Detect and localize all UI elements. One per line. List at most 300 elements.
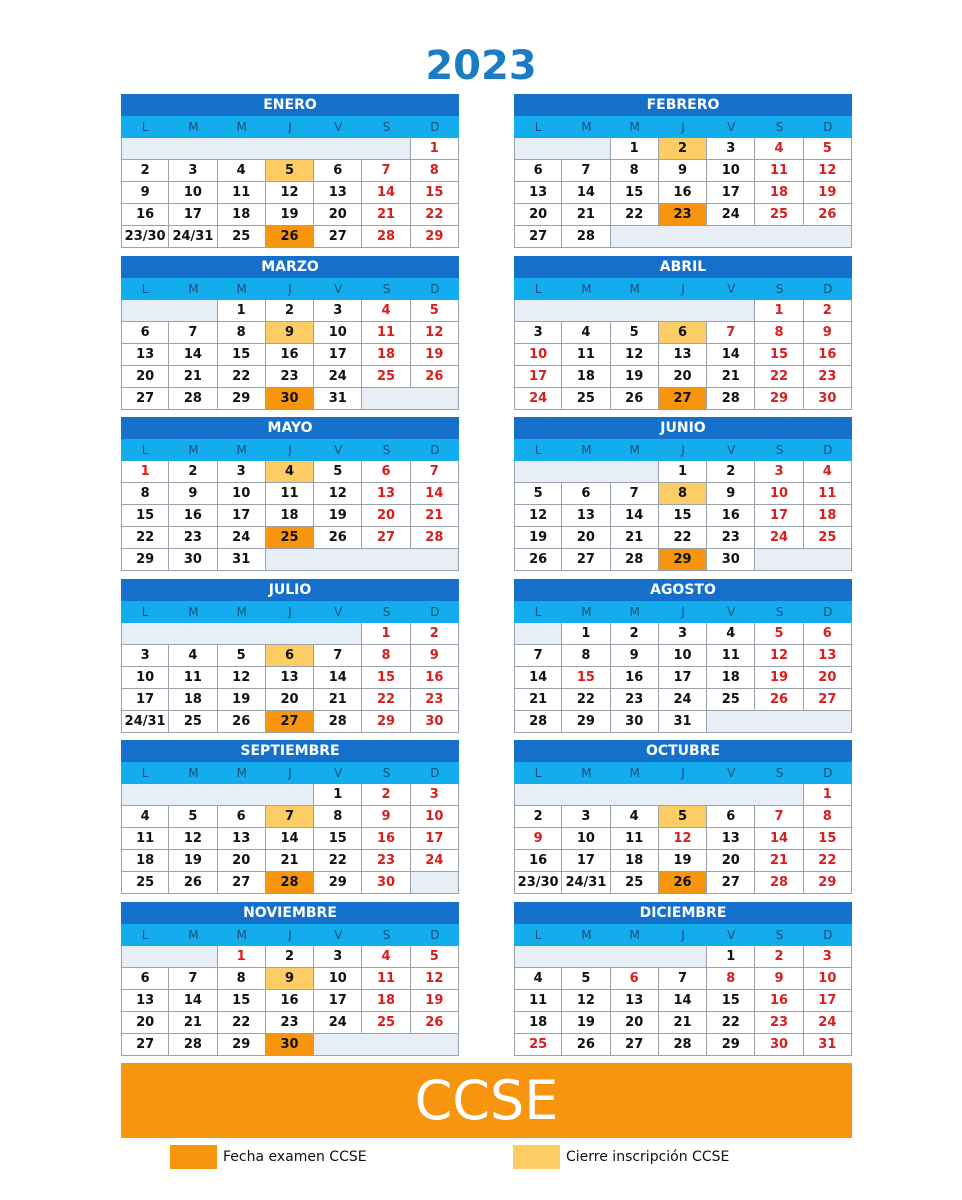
- month-title: MAYO: [121, 417, 459, 439]
- day-cell: 18: [514, 1012, 562, 1034]
- day-cell: 1: [804, 784, 852, 806]
- day-cell: 19: [562, 1012, 610, 1034]
- empty-day-cell: [611, 946, 659, 968]
- day-cell: 29: [218, 388, 266, 410]
- month-title: OCTUBRE: [514, 740, 852, 762]
- day-cell: 24: [314, 1012, 362, 1034]
- day-cell: 2: [266, 946, 314, 968]
- day-cell: 30: [411, 711, 459, 733]
- month-title: ENERO: [121, 94, 459, 116]
- day-cell: 26: [411, 1012, 459, 1034]
- day-cell: 28: [169, 1034, 217, 1056]
- day-cell: 3: [314, 946, 362, 968]
- day-cell: 7: [562, 160, 610, 182]
- weekday-header: D: [804, 116, 852, 138]
- weekday-header: M: [562, 278, 610, 300]
- day-cell: 16: [121, 204, 169, 226]
- day-cell: 4: [362, 300, 410, 322]
- day-cell: 24: [804, 1012, 852, 1034]
- exam-day-cell: 26: [659, 872, 707, 894]
- month-days-grid: [514, 439, 852, 571]
- day-cell: 27: [218, 872, 266, 894]
- day-cell: 16: [707, 505, 755, 527]
- day-cell: 30: [755, 1034, 803, 1056]
- day-cell: 7: [707, 322, 755, 344]
- month-mayo: [121, 417, 459, 571]
- day-cell: 15: [121, 505, 169, 527]
- weekday-header: D: [411, 116, 459, 138]
- weekday-header: M: [169, 439, 217, 461]
- day-cell: 30: [169, 549, 217, 571]
- day-cell: 3: [562, 806, 610, 828]
- day-cell: 11: [804, 483, 852, 505]
- day-cell: 6: [121, 322, 169, 344]
- empty-day-cell: [218, 138, 266, 160]
- empty-day-cell: [804, 226, 852, 248]
- day-cell: 16: [804, 344, 852, 366]
- day-cell: 23/30: [121, 226, 169, 248]
- weekday-header: J: [659, 924, 707, 946]
- close-day-cell: 9: [266, 322, 314, 344]
- weekday-header: M: [562, 601, 610, 623]
- day-cell: 15: [218, 344, 266, 366]
- day-cell: 9: [611, 645, 659, 667]
- weekday-header: L: [514, 762, 562, 784]
- day-cell: 12: [411, 322, 459, 344]
- day-cell: 13: [121, 344, 169, 366]
- weekday-header: S: [362, 439, 410, 461]
- exam-day-cell: 23: [659, 204, 707, 226]
- weekday-header: V: [707, 278, 755, 300]
- weekday-header: V: [707, 601, 755, 623]
- empty-day-cell: [659, 784, 707, 806]
- empty-day-cell: [755, 784, 803, 806]
- empty-day-cell: [514, 623, 562, 645]
- day-cell: 3: [707, 138, 755, 160]
- day-cell: 13: [514, 182, 562, 204]
- empty-day-cell: [169, 138, 217, 160]
- weekday-header: S: [362, 924, 410, 946]
- empty-day-cell: [169, 784, 217, 806]
- day-cell: 13: [314, 182, 362, 204]
- day-cell: 26: [218, 711, 266, 733]
- day-cell: 16: [755, 990, 803, 1012]
- day-cell: 23: [266, 1012, 314, 1034]
- day-cell: 24/31: [562, 872, 610, 894]
- day-cell: 2: [514, 806, 562, 828]
- weekday-header: V: [314, 278, 362, 300]
- day-cell: 20: [611, 1012, 659, 1034]
- weekday-header: J: [659, 601, 707, 623]
- day-cell: 2: [411, 623, 459, 645]
- month-days-grid: [514, 278, 852, 410]
- day-cell: 6: [707, 806, 755, 828]
- day-cell: 5: [611, 322, 659, 344]
- day-cell: 15: [611, 182, 659, 204]
- day-cell: 25: [562, 388, 610, 410]
- weekday-header: S: [755, 924, 803, 946]
- day-cell: 18: [755, 182, 803, 204]
- day-cell: 20: [707, 850, 755, 872]
- day-cell: 22: [611, 204, 659, 226]
- empty-day-cell: [514, 784, 562, 806]
- day-cell: 28: [755, 872, 803, 894]
- day-cell: 20: [218, 850, 266, 872]
- close-day-cell: 7: [266, 806, 314, 828]
- month-days-grid: [121, 762, 459, 894]
- month-abril: [514, 256, 852, 410]
- day-cell: 16: [169, 505, 217, 527]
- empty-day-cell: [411, 549, 459, 571]
- day-cell: 15: [362, 667, 410, 689]
- empty-day-cell: [362, 1034, 410, 1056]
- day-cell: 10: [755, 483, 803, 505]
- day-cell: 21: [411, 505, 459, 527]
- day-cell: 1: [611, 138, 659, 160]
- day-cell: 3: [169, 160, 217, 182]
- month-title: JUNIO: [514, 417, 852, 439]
- day-cell: 2: [362, 784, 410, 806]
- day-cell: 17: [514, 366, 562, 388]
- empty-day-cell: [121, 784, 169, 806]
- day-cell: 15: [314, 828, 362, 850]
- empty-day-cell: [659, 946, 707, 968]
- day-cell: 14: [169, 344, 217, 366]
- empty-day-cell: [411, 872, 459, 894]
- day-cell: 15: [659, 505, 707, 527]
- weekday-header: L: [514, 924, 562, 946]
- day-cell: 1: [562, 623, 610, 645]
- empty-day-cell: [562, 138, 610, 160]
- day-cell: 28: [659, 1034, 707, 1056]
- day-cell: 11: [266, 483, 314, 505]
- day-cell: 21: [611, 527, 659, 549]
- day-cell: 13: [562, 505, 610, 527]
- close-day-cell: 5: [266, 160, 314, 182]
- day-cell: 8: [611, 160, 659, 182]
- weekday-header: L: [121, 601, 169, 623]
- day-cell: 9: [411, 645, 459, 667]
- day-cell: 31: [804, 1034, 852, 1056]
- day-cell: 23: [755, 1012, 803, 1034]
- day-cell: 22: [411, 204, 459, 226]
- weekday-header: L: [514, 278, 562, 300]
- empty-day-cell: [218, 784, 266, 806]
- day-cell: 4: [707, 623, 755, 645]
- day-cell: 3: [514, 322, 562, 344]
- day-cell: 20: [314, 204, 362, 226]
- day-cell: 22: [659, 527, 707, 549]
- day-cell: 21: [659, 1012, 707, 1034]
- day-cell: 9: [121, 182, 169, 204]
- day-cell: 4: [562, 322, 610, 344]
- weekday-header: V: [314, 924, 362, 946]
- day-cell: 1: [121, 461, 169, 483]
- day-cell: 17: [314, 344, 362, 366]
- day-cell: 4: [362, 946, 410, 968]
- empty-day-cell: [266, 623, 314, 645]
- day-cell: 16: [659, 182, 707, 204]
- day-cell: 30: [611, 711, 659, 733]
- day-cell: 25: [707, 689, 755, 711]
- day-cell: 18: [362, 344, 410, 366]
- day-cell: 12: [562, 990, 610, 1012]
- day-cell: 12: [514, 505, 562, 527]
- day-cell: 27: [121, 1034, 169, 1056]
- month-days-grid: [514, 601, 852, 733]
- close-color-swatch: [513, 1145, 560, 1169]
- weekday-header: M: [218, 924, 266, 946]
- day-cell: 19: [218, 689, 266, 711]
- day-cell: 19: [411, 990, 459, 1012]
- day-cell: 1: [218, 300, 266, 322]
- empty-day-cell: [514, 461, 562, 483]
- day-cell: 28: [707, 388, 755, 410]
- day-cell: 10: [218, 483, 266, 505]
- day-cell: 2: [707, 461, 755, 483]
- day-cell: 5: [755, 623, 803, 645]
- day-cell: 5: [804, 138, 852, 160]
- day-cell: 29: [755, 388, 803, 410]
- day-cell: 12: [218, 667, 266, 689]
- legend-exam-label: Fecha examen CCSE: [223, 1149, 367, 1165]
- weekday-header: V: [707, 762, 755, 784]
- empty-day-cell: [314, 623, 362, 645]
- day-cell: 3: [411, 784, 459, 806]
- day-cell: 25: [218, 226, 266, 248]
- day-cell: 27: [562, 549, 610, 571]
- empty-day-cell: [611, 461, 659, 483]
- day-cell: 6: [218, 806, 266, 828]
- day-cell: 24: [314, 366, 362, 388]
- day-cell: 17: [707, 182, 755, 204]
- day-cell: 11: [755, 160, 803, 182]
- day-cell: 8: [411, 160, 459, 182]
- day-cell: 9: [707, 483, 755, 505]
- weekday-header: V: [314, 762, 362, 784]
- day-cell: 14: [169, 990, 217, 1012]
- day-cell: 22: [121, 527, 169, 549]
- empty-day-cell: [514, 300, 562, 322]
- exam-day-cell: 25: [266, 527, 314, 549]
- day-cell: 30: [707, 549, 755, 571]
- day-cell: 11: [121, 828, 169, 850]
- empty-day-cell: [562, 300, 610, 322]
- weekday-header: L: [514, 116, 562, 138]
- day-cell: 26: [611, 388, 659, 410]
- day-cell: 25: [169, 711, 217, 733]
- weekday-header: D: [411, 601, 459, 623]
- empty-day-cell: [266, 784, 314, 806]
- day-cell: 20: [659, 366, 707, 388]
- day-cell: 15: [411, 182, 459, 204]
- weekday-header: J: [266, 762, 314, 784]
- day-cell: 18: [218, 204, 266, 226]
- month-junio: [514, 417, 852, 571]
- empty-day-cell: [169, 623, 217, 645]
- weekday-header: M: [611, 762, 659, 784]
- day-cell: 19: [314, 505, 362, 527]
- weekday-header: M: [218, 601, 266, 623]
- day-cell: 7: [611, 483, 659, 505]
- empty-day-cell: [169, 946, 217, 968]
- day-cell: 15: [562, 667, 610, 689]
- day-cell: 2: [121, 160, 169, 182]
- weekday-header: M: [562, 439, 610, 461]
- weekday-header: S: [755, 439, 803, 461]
- day-cell: 11: [514, 990, 562, 1012]
- day-cell: 17: [755, 505, 803, 527]
- empty-day-cell: [314, 1034, 362, 1056]
- day-cell: 25: [611, 872, 659, 894]
- day-cell: 17: [121, 689, 169, 711]
- day-cell: 14: [659, 990, 707, 1012]
- day-cell: 27: [707, 872, 755, 894]
- weekday-header: M: [218, 116, 266, 138]
- day-cell: 22: [314, 850, 362, 872]
- month-julio: [121, 579, 459, 733]
- empty-day-cell: [362, 138, 410, 160]
- day-cell: 30: [804, 388, 852, 410]
- month-title: NOVIEMBRE: [121, 902, 459, 924]
- day-cell: 14: [514, 667, 562, 689]
- day-cell: 10: [314, 968, 362, 990]
- day-cell: 3: [314, 300, 362, 322]
- weekday-header: S: [362, 278, 410, 300]
- weekday-header: M: [611, 924, 659, 946]
- empty-day-cell: [755, 226, 803, 248]
- day-cell: 16: [611, 667, 659, 689]
- month-octubre: [514, 740, 852, 894]
- day-cell: 21: [514, 689, 562, 711]
- weekday-header: D: [411, 439, 459, 461]
- day-cell: 14: [362, 182, 410, 204]
- day-cell: 28: [514, 711, 562, 733]
- weekday-header: S: [362, 762, 410, 784]
- day-cell: 1: [411, 138, 459, 160]
- weekday-header: M: [611, 601, 659, 623]
- day-cell: 15: [707, 990, 755, 1012]
- weekday-header: L: [514, 439, 562, 461]
- weekday-header: M: [218, 762, 266, 784]
- weekday-header: L: [121, 116, 169, 138]
- month-diciembre: [514, 902, 852, 1056]
- close-day-cell: 5: [659, 806, 707, 828]
- close-day-cell: 9: [266, 968, 314, 990]
- day-cell: 19: [411, 344, 459, 366]
- day-cell: 21: [707, 366, 755, 388]
- exam-day-cell: 30: [266, 388, 314, 410]
- month-title: SEPTIEMBRE: [121, 740, 459, 762]
- day-cell: 3: [804, 946, 852, 968]
- day-cell: 3: [121, 645, 169, 667]
- day-cell: 9: [804, 322, 852, 344]
- weekday-header: M: [218, 278, 266, 300]
- weekday-header: D: [804, 924, 852, 946]
- weekday-header: D: [804, 278, 852, 300]
- day-cell: 12: [314, 483, 362, 505]
- empty-day-cell: [562, 946, 610, 968]
- month-enero: [121, 94, 459, 248]
- weekday-header: M: [611, 116, 659, 138]
- day-cell: 2: [611, 623, 659, 645]
- weekday-header: M: [169, 762, 217, 784]
- month-title: FEBRERO: [514, 94, 852, 116]
- day-cell: 23: [169, 527, 217, 549]
- day-cell: 12: [266, 182, 314, 204]
- empty-day-cell: [411, 1034, 459, 1056]
- empty-day-cell: [611, 300, 659, 322]
- empty-day-cell: [314, 138, 362, 160]
- day-cell: 6: [121, 968, 169, 990]
- day-cell: 5: [411, 946, 459, 968]
- day-cell: 28: [611, 549, 659, 571]
- day-cell: 10: [707, 160, 755, 182]
- day-cell: 7: [169, 968, 217, 990]
- day-cell: 26: [755, 689, 803, 711]
- day-cell: 19: [169, 850, 217, 872]
- weekday-header: S: [362, 601, 410, 623]
- day-cell: 18: [169, 689, 217, 711]
- day-cell: 5: [411, 300, 459, 322]
- day-cell: 12: [611, 344, 659, 366]
- close-day-cell: 8: [659, 483, 707, 505]
- weekday-header: M: [169, 924, 217, 946]
- close-day-cell: 6: [266, 645, 314, 667]
- day-cell: 1: [755, 300, 803, 322]
- weekday-header: L: [121, 439, 169, 461]
- day-cell: 11: [562, 344, 610, 366]
- day-cell: 15: [804, 828, 852, 850]
- day-cell: 12: [169, 828, 217, 850]
- day-cell: 13: [707, 828, 755, 850]
- day-cell: 1: [362, 623, 410, 645]
- day-cell: 28: [362, 226, 410, 248]
- weekday-header: L: [514, 601, 562, 623]
- day-cell: 18: [611, 850, 659, 872]
- empty-day-cell: [121, 138, 169, 160]
- day-cell: 29: [707, 1034, 755, 1056]
- day-cell: 8: [362, 645, 410, 667]
- day-cell: 21: [169, 1012, 217, 1034]
- day-cell: 25: [804, 527, 852, 549]
- month-title: DICIEMBRE: [514, 902, 852, 924]
- day-cell: 23: [707, 527, 755, 549]
- month-title: MARZO: [121, 256, 459, 278]
- empty-day-cell: [804, 549, 852, 571]
- day-cell: 29: [411, 226, 459, 248]
- day-cell: 26: [514, 549, 562, 571]
- day-cell: 29: [218, 1034, 266, 1056]
- day-cell: 6: [314, 160, 362, 182]
- day-cell: 7: [411, 461, 459, 483]
- month-title: AGOSTO: [514, 579, 852, 601]
- month-marzo: [121, 256, 459, 410]
- day-cell: 14: [755, 828, 803, 850]
- day-cell: 9: [755, 968, 803, 990]
- empty-day-cell: [362, 388, 410, 410]
- day-cell: 11: [218, 182, 266, 204]
- day-cell: 24: [514, 388, 562, 410]
- empty-day-cell: [169, 300, 217, 322]
- day-cell: 21: [169, 366, 217, 388]
- empty-day-cell: [707, 711, 755, 733]
- day-cell: 3: [659, 623, 707, 645]
- empty-day-cell: [121, 300, 169, 322]
- weekday-header: J: [659, 278, 707, 300]
- day-cell: 12: [411, 968, 459, 990]
- exam-day-cell: 29: [659, 549, 707, 571]
